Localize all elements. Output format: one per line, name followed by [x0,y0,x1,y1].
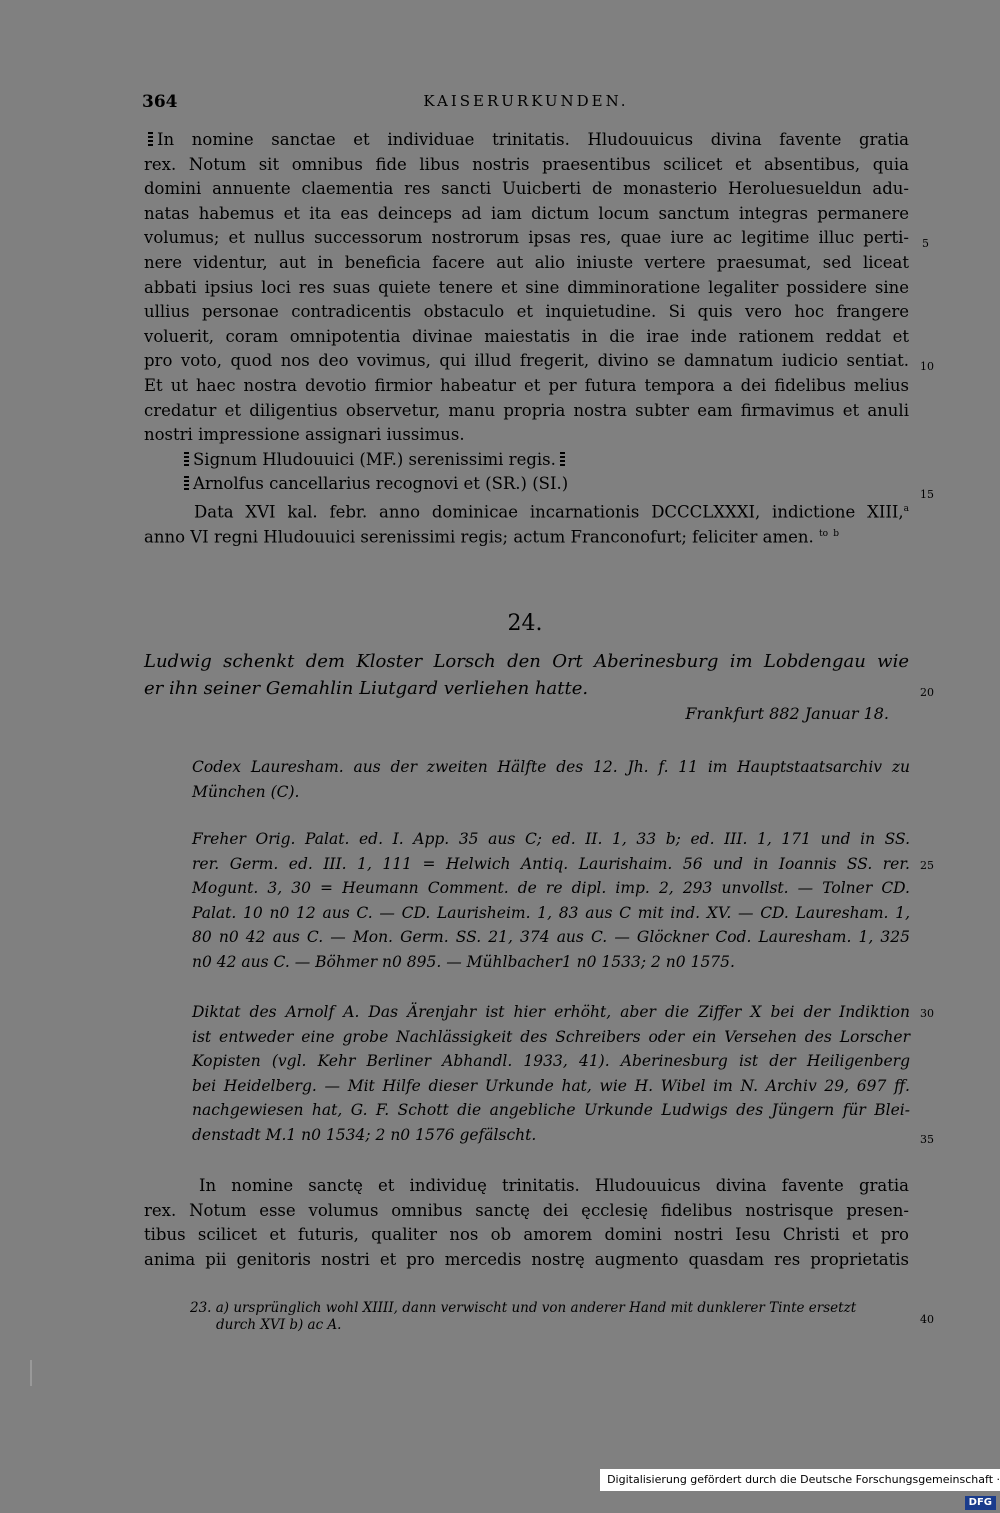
line-number: 5 [922,237,929,250]
line-number: 30 [920,1007,934,1020]
text-line: In nomine sanctae et individuae trinitatis. Hludouuicus divina favente gratia [144,128,909,153]
text-line: ist entweder eine grobe Nachlässigkeit des Schreibers oder ein Versehen des Lorscher [192,1027,910,1046]
text-line: rex. Notum sit omnibus fide libus nostris praesentibus scilicet et absentibus, quia [144,154,909,174]
text-line: Diktat des Arnolf A. Das Ärenjahr ist hier erhöht, aber die Ziffer X bei der Indiktion [192,1003,910,1021]
page-number: 364 [142,92,178,112]
footnote-line: 23. a) ursprünglich wohl XIIII, dann verwischt und von anderer Hand mit dunklerer Tinte ersetzt [190,1300,857,1316]
text-line: denstadt M.1 n0 1534; 2 n0 1576 gefälscht. [192,1125,537,1144]
text-line: 80 n0 42 aus C. — Mon. Germ. SS. 21, 374 aus C. — Glöckner Cod. Lauresham. 1, 325 [192,928,910,947]
running-title: KAISERURKUNDEN. [423,92,629,110]
charter-24-text [144,1174,909,1272]
text-line: Kopisten (vgl. Kehr Berliner Abhandl. 1933, 41). Aberinesburg ist der Heiligenberg [192,1052,910,1071]
text-line: pro voto, quod nos deo vovimus, qui illud fregerit, divino se damnatum iudicio sentiat. [144,351,909,371]
chrismon-mark [184,452,189,467]
text-line: natas habemus et ita eas deinceps ad iam dictum locum sanctum integras permanere [144,203,909,223]
chrismon-mark [148,132,153,147]
text-line: nostri impressione assignari iussimus. [144,425,465,445]
text-line: ullius personae contradicentis obstaculo et inquietudine. Si quis vero hoc frangere [144,302,909,322]
text-line: rex. Notum esse volumus omnibus sanctę dei ęcclesię fidelibus nostrisque presen- [144,1200,909,1220]
text-line: Mogunt. 3, 30 = Heumann Comment. de re dipl. imp. 2, 293 unvollst. — Tolner CD. [192,879,910,898]
dating-line: Data XVI kal. febr. anno dominicae incarnationis DCCCLXXXI, indictione XIII,$^a$ [194,502,909,522]
editions [192,827,910,975]
footer-credit: Digitalisierung gefördert durch die Deutsche Forschungsgemeinschaft · [607,1473,1000,1486]
text-line: Freher Orig. Palat. ed. I. App. 35 aus C; ed. II. 1, 33 b; ed. III. 1, 171 und in SS. [192,830,910,848]
line-number: 40 [920,1313,934,1326]
line-number: 25 [920,859,934,872]
line-number: 10 [920,360,934,373]
text-line: München (C). [192,782,300,801]
text-line: tibus scilicet et futuris, qualiter nos ob amorem domini nostri Iesu Christi et pro [144,1225,909,1245]
text-line: nere videntur, aut in beneficia facere aut alio iniuste vertere praesumat, sed liceat [144,252,909,272]
signum-line: Signum Hludouuici (MF.) serenissimi regis. [144,448,909,473]
document-number: 24. [507,611,543,636]
line-number: 20 [920,686,934,699]
line-number: 35 [920,1133,934,1146]
regest [144,648,909,727]
text-line: domini annuente claementia res sancti Uuicberti de monasterio Heroluesueldun adu- [144,179,909,199]
chrismon-mark [184,476,189,491]
text-line: credatur et diligentius observetur, manu propria nostra subter eam firmavimus et anuli [144,400,909,420]
text-line: abbati ipsius loci res suas quiete tenere et sine dimminoratione legaliter possidere sine [144,277,909,297]
dfg-logo: DFG [965,1496,996,1510]
commentary [192,1000,910,1148]
dating-line: anno VI regni Hludouuici serenissimi regis; actum Franconofurt; feliciter amen. $^{to}$ $^b$ [144,527,840,546]
charter-23-text [144,128,909,546]
text-line: bei Heidelberg. — Mit Hilfe dieser Urkunde hat, wie H. Wibel im N. Archiv 29, 697 ff. [192,1076,910,1095]
text-line: Et ut haec nostra devotio firmior habeatur et per futura tempora a dei fidelibus melius [144,375,909,395]
monogram-mark [560,452,565,467]
text-line: Palat. 10 n0 12 aus C. — CD. Laurisheim. 1, 83 aus C mit ind. XV. — CD. Lauresham. 1, [192,903,910,922]
text-line: anima pii genitoris nostri et pro mercedis nostrę augmento quasdam res proprietatis [144,1249,909,1269]
text-line: voluerit, coram omnipotentia divinae maiestatis in die irae inde rationem reddat et [144,326,909,346]
text-line: n0 42 aus C. — Böhmer n0 895. — Mühlbacher1 n0 1533; 2 n0 1575. [192,952,735,971]
text-line: Codex Lauresham. aus der zweiten Hälfte des 12. Jh. f. 11 im Hauptstaatsarchiv zu [192,758,910,776]
text-line: nachgewiesen hat, G. F. Schott die angebliche Urkunde Ludwigs des Jüngern für Blei- [192,1101,910,1120]
place-date: Frankfurt 882 Januar 18. [685,704,889,723]
page-header [142,92,910,116]
text-line: rer. Germ. ed. III. 1, 111 = Helwich Antiq. Laurishaim. 56 und in Ioannis SS. rer. [192,854,910,873]
recognition-line: Arnolfus cancellarius recognovi et (SR.) (SI.) [144,472,909,497]
line-number: 15 [920,488,934,501]
manuscript-tradition [192,755,910,804]
regest-line: Ludwig schenkt dem Kloster Lorsch den Ort Aberinesburg im Lobdengau wie [144,651,909,672]
text-line: In nomine sanctę et individuę trinitatis. Hludouuicus divina favente gratia [199,1176,909,1195]
digitization-footer [600,1469,1000,1508]
text-line: volumus; et nullus successorum nostrorum ipsas res, quae iure ac legitime illuc perti- [144,228,909,248]
regest-line: er ihn seiner Gemahlin Liutgard verliehen hatte. [144,678,589,699]
scan-artifact [30,1360,32,1386]
footnote-line: durch XVI b) ac A. [216,1317,342,1333]
footnote [190,1300,910,1334]
